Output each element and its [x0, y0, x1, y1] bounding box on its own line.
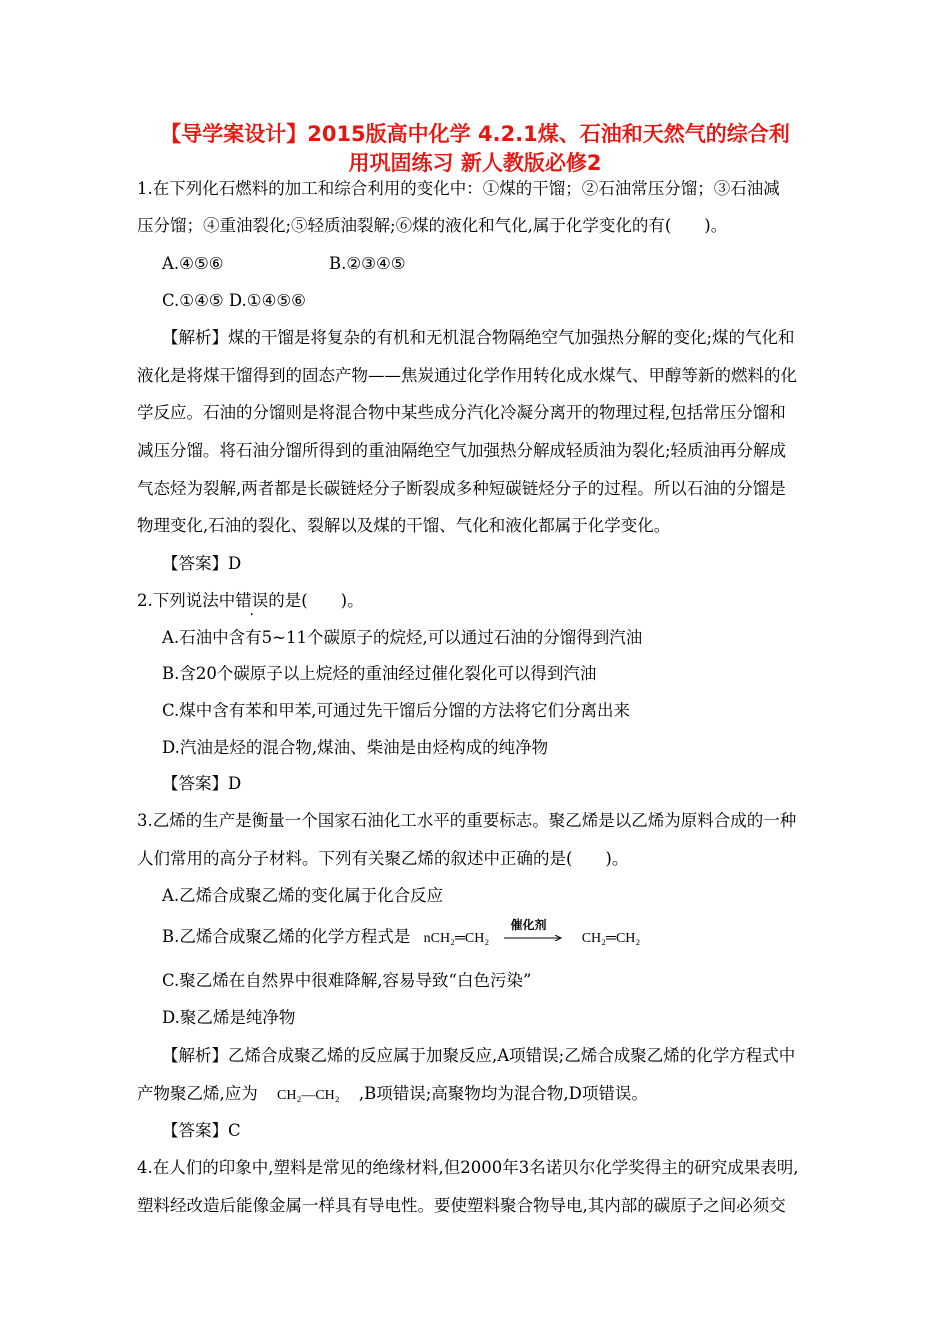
q1-answer: 【答案】D: [162, 554, 242, 573]
q2-option-c: C.煤中含有苯和甲苯,可通过先干馏后分馏的方法将它们分离出来: [162, 701, 631, 720]
title-line-2: 用巩固练习 新人教版必修2: [348, 151, 602, 175]
q1-analysis-line-5: 气态烃为裂解,两者都是长碳链烃分子断裂成多种短碳链烃分子的过程。所以石油的分馏是: [137, 479, 786, 498]
q2-option-d: D.汽油是烃的混合物,煤油、柴油是由烃构成的纯净物: [162, 738, 549, 757]
q3-option-b-text: B.乙烯合成聚乙烯的化学方程式是: [162, 927, 411, 946]
polymer-formula: CH₂—CH₂: [277, 1088, 340, 1103]
q3-option-d: D.聚乙烯是纯净物: [162, 1008, 296, 1027]
q3-option-c: C.聚乙烯在自然界中很难降解,容易导致“白色污染”: [162, 971, 532, 990]
q1-analysis-line-6: 物理变化,石油的裂化、裂解以及煤的干馏、气化和液化都属于化学变化。: [137, 516, 671, 535]
q3-analysis-text-b: ,B项错误;高聚物均为混合物,D项错误。: [358, 1084, 648, 1103]
q2-answer: 【答案】D: [162, 774, 242, 793]
q1-analysis-line-4: 减压分馏。将石油分馏所得到的重油隔绝空气加强热分解成轻质油为裂化;轻质油再分解成: [137, 441, 787, 460]
document-title: [120, 120, 830, 178]
title-line-1: 【导学案设计】2015版高中化学 4.2.1煤、石油和天然气的综合利: [160, 122, 790, 146]
q1-analysis-line-3: 学反应。石油的分馏则是将混合物中某些成分汽化冷凝分离开的物理过程,包括常压分馏和: [137, 403, 786, 422]
q2-option-a: A.石油中含有5~11个碳原子的烷烃,可以通过石油的分馏得到汽油: [162, 628, 643, 647]
q2-stem-emphasis: 错误: [235, 591, 269, 610]
reaction-product: CH₂═CH₂: [581, 931, 641, 946]
q3-option-b: [162, 917, 641, 950]
q3-stem-line-1: 3.乙烯的生产是衡量一个国家石油化工水平的重要标志。聚乙烯是以乙烯为原料合成的一种: [137, 811, 797, 830]
q4-stem-line-2: 塑料经改造后能像金属一样具有导电性。要使塑料聚合物导电,其内部的碳原子之间必须交: [137, 1196, 786, 1215]
q1-stem-line-1: 1.在下列化石燃料的加工和综合利用的变化中：①煤的干馏；②石油常压分馏；③石油减: [137, 179, 780, 198]
q3-answer: 【答案】C: [162, 1121, 241, 1140]
q3-option-a: A.乙烯合成聚乙烯的变化属于化合反应: [162, 886, 444, 905]
q1-option-b: B.②③④⑤: [329, 254, 406, 273]
q4-stem-line-1: 4.在人们的印象中,塑料是常见的绝缘材料,但2000年3名诺贝尔化学奖得主的研究成果表明,: [137, 1158, 799, 1177]
q1-option-a: A.④⑤⑥: [162, 254, 224, 273]
q1-analysis-line-1: 【解析】煤的干馏是将复杂的有机和无机混合物隔绝空气加强热分解的变化;煤的气化和: [162, 328, 795, 347]
reaction-reactant: nCH₂═CH₂: [423, 931, 490, 946]
q3-stem-line-2: 人们常用的高分子材料。下列有关聚乙烯的叙述中正确的是( )。: [137, 849, 629, 868]
catalyst-label: 催化剂: [510, 917, 547, 932]
reaction-arrow: [504, 917, 564, 949]
q2-stem-prefix: 2.下列说法中: [137, 591, 236, 610]
q3-analysis-text-a: 产物聚乙烯,应为: [137, 1084, 258, 1103]
q2-stem-suffix: 的是( )。: [268, 591, 364, 610]
q3-analysis-line-2: [137, 1083, 648, 1107]
q1-option-c-d: C.①④⑤ D.①④⑤⑥: [162, 291, 306, 310]
arrow-icon: [504, 935, 564, 941]
q2-option-b: B.含20个碳原子以上烷烃的重油经过催化裂化可以得到汽油: [162, 664, 597, 683]
q3-analysis-line-1: 【解析】乙烯合成聚乙烯的反应属于加聚反应,A项错误;乙烯合成聚乙烯的化学方程式中: [162, 1046, 796, 1065]
q1-analysis-line-2: 液化是将煤干馏得到的固态产物——焦炭通过化学作用转化成水煤气、甲醇等新的燃料的化: [137, 366, 797, 385]
q2-stem: [137, 590, 364, 612]
q1-stem-line-2: 压分馏；④重油裂化;⑤轻质油裂解;⑥煤的液化和气化,属于化学变化的有( )。: [137, 216, 728, 235]
